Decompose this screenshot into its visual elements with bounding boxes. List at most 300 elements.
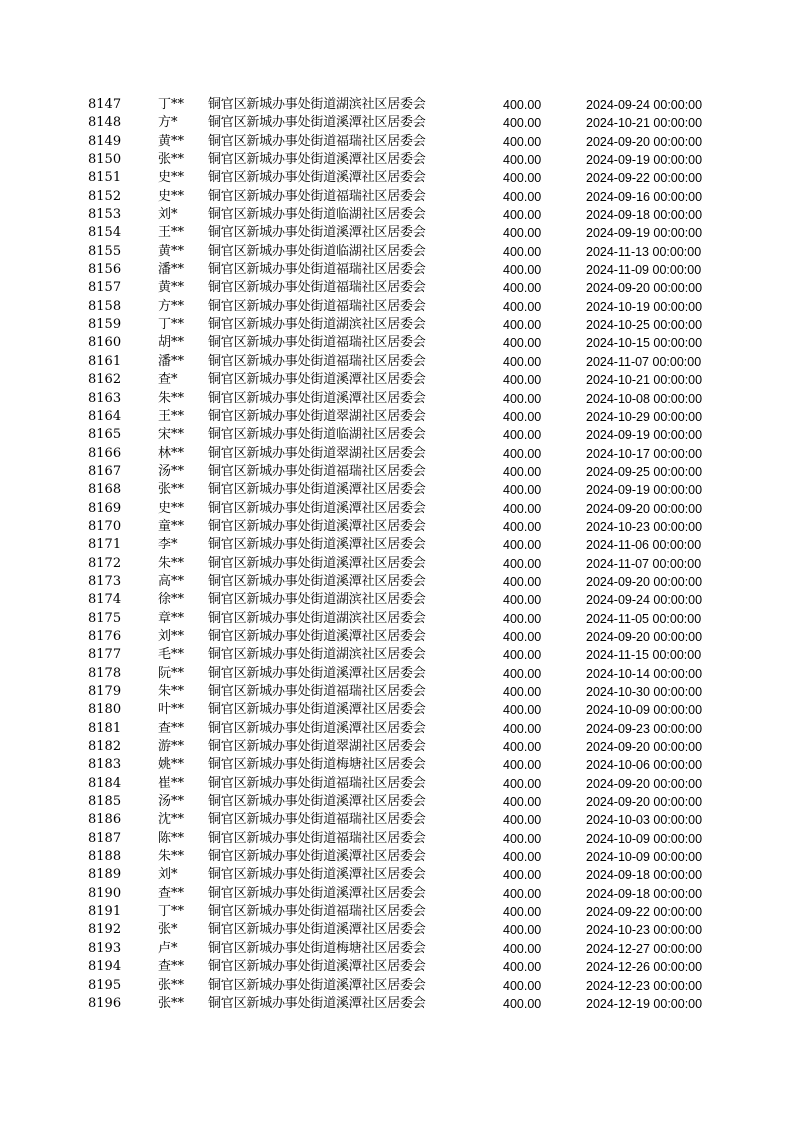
record-amount: 400.00 [503,134,542,149]
record-date: 2024-10-09 00:00:00 [586,831,703,846]
record-organization: 铜官区新城办事处街道溪潭社区居委会 [208,885,426,901]
record-amount: 400.00 [503,868,542,883]
record-amount: 400.00 [503,318,542,333]
record-organization: 铜官区新城办事处街道溪潭社区居委会 [208,922,426,938]
record-name: 潘** [158,262,185,278]
record-date: 2024-11-07 00:00:00 [586,354,702,369]
table-row [0,371,793,389]
record-organization: 铜官区新城办事处街道溪潭社区居委会 [208,518,426,534]
record-date: 2024-10-23 00:00:00 [586,923,703,938]
table-row [0,114,793,132]
record-date: 2024-11-07 00:00:00 [586,556,702,571]
record-name: 黄** [158,133,185,149]
record-id: 8154 [88,225,122,241]
record-name: 毛** [158,647,185,663]
record-id: 8173 [88,573,122,589]
record-name: 徐** [158,592,185,608]
record-amount: 400.00 [503,244,542,259]
record-name: 姚** [158,757,185,773]
record-organization: 铜官区新城办事处街道福瑞社区居委会 [208,298,426,314]
record-amount: 400.00 [503,776,542,791]
record-organization: 铜官区新城办事处街道临湖社区居委会 [208,427,426,443]
record-name: 叶** [158,702,185,718]
record-date: 2024-12-27 00:00:00 [586,941,703,956]
record-id: 8195 [88,977,122,993]
record-date: 2024-12-23 00:00:00 [586,978,703,993]
record-name: 王** [158,225,185,241]
record-amount: 400.00 [503,813,542,828]
record-id: 8183 [88,757,122,773]
record-organization: 铜官区新城办事处街道溪潭社区居委会 [208,537,426,553]
record-id: 8190 [88,885,122,901]
record-amount: 400.00 [503,189,542,204]
record-organization: 铜官区新城办事处街道福瑞社区居委会 [208,904,426,920]
record-id: 8182 [88,739,122,755]
record-id: 8166 [88,445,122,461]
record-organization: 铜官区新城办事处街道溪潭社区居委会 [208,794,426,810]
record-date: 2024-09-20 00:00:00 [586,776,703,791]
record-name: 丁** [158,97,185,112]
table-row [0,224,793,242]
table-row [0,481,793,499]
record-date: 2024-09-19 00:00:00 [586,483,703,498]
table-row [0,921,793,939]
table-row [0,958,793,976]
record-id: 8194 [88,959,122,975]
table-row [0,279,793,297]
record-organization: 铜官区新城办事处街道溪潭社区居委会 [208,170,426,186]
table-row [0,683,793,701]
record-name: 汤** [158,794,185,810]
record-organization: 铜官区新城办事处街道湖滨社区居委会 [208,647,426,663]
record-name: 刘* [158,207,178,223]
record-amount: 400.00 [503,850,542,865]
record-date: 2024-11-05 00:00:00 [586,611,702,626]
record-date: 2024-10-03 00:00:00 [586,813,703,828]
record-id: 8177 [88,647,122,663]
record-name: 查** [158,959,185,975]
record-id: 8157 [88,280,122,296]
record-amount: 400.00 [503,263,542,278]
record-name: 阮** [158,665,185,681]
record-id: 8191 [88,904,122,920]
record-id: 8152 [88,188,122,204]
record-name: 朱** [158,555,185,571]
record-amount: 400.00 [503,538,542,553]
record-amount: 400.00 [503,391,542,406]
record-id: 8162 [88,372,122,388]
table-row [0,720,793,738]
record-organization: 铜官区新城办事处街道福瑞社区居委会 [208,812,426,828]
record-organization: 铜官区新城办事处街道梅塘社区居委会 [208,757,426,773]
record-amount: 400.00 [503,721,542,736]
record-date: 2024-09-22 00:00:00 [586,905,703,920]
table-row [0,573,793,591]
record-id: 8172 [88,555,122,571]
record-id: 8164 [88,408,122,424]
record-name: 查** [158,885,185,901]
record-organization: 铜官区新城办事处街道湖滨社区居委会 [208,97,426,112]
record-id: 8158 [88,298,122,314]
record-organization: 铜官区新城办事处街道溪潭社区居委会 [208,555,426,571]
record-id: 8169 [88,500,122,516]
record-name: 史** [158,170,185,186]
record-organization: 铜官区新城办事处街道溪潭社区居委会 [208,849,426,865]
record-amount: 400.00 [503,208,542,223]
record-name: 游** [158,739,185,755]
record-amount: 400.00 [503,574,542,589]
record-name: 史** [158,500,185,516]
record-id: 8193 [88,940,122,956]
record-date: 2024-09-24 00:00:00 [586,98,703,112]
table-row [0,390,793,408]
record-date: 2024-10-14 00:00:00 [586,666,703,681]
record-amount: 400.00 [503,740,542,755]
table-row [0,866,793,884]
table-row [0,848,793,866]
table-row [0,738,793,756]
table-row [0,610,793,628]
record-organization: 铜官区新城办事处街道福瑞社区居委会 [208,830,426,846]
record-date: 2024-10-19 00:00:00 [586,299,703,314]
table-row [0,316,793,334]
record-date: 2024-10-30 00:00:00 [586,685,703,699]
table-row [0,665,793,683]
table-row [0,188,793,206]
record-name: 宋** [158,427,185,443]
record-id: 8196 [88,995,122,1011]
record-amount: 400.00 [503,116,542,131]
table-row [0,463,793,481]
record-amount: 400.00 [503,666,542,681]
record-organization: 铜官区新城办事处街道福瑞社区居委会 [208,335,426,351]
record-amount: 400.00 [503,336,542,351]
record-id: 8156 [88,262,122,278]
table-row [0,445,793,463]
record-id: 8149 [88,133,122,149]
record-date: 2024-09-18 00:00:00 [586,886,703,901]
table-row [0,977,793,995]
record-id: 8148 [88,115,122,131]
table-row [0,995,793,1013]
record-id: 8192 [88,922,122,938]
record-id: 8167 [88,463,122,479]
record-date: 2024-10-21 00:00:00 [586,373,703,388]
record-id: 8170 [88,518,122,534]
record-name: 崔** [158,775,185,791]
record-date: 2024-11-13 00:00:00 [586,244,702,259]
record-id: 8175 [88,610,122,626]
record-name: 方* [158,115,178,131]
record-name: 刘** [158,628,185,644]
record-name: 卢* [158,940,178,956]
record-amount: 400.00 [503,629,542,644]
record-amount: 400.00 [503,409,542,424]
record-id: 8185 [88,794,122,810]
record-name: 胡** [158,335,185,351]
table-row [0,811,793,829]
table-row [0,885,793,903]
record-date: 2024-10-09 00:00:00 [586,850,703,865]
record-date: 2024-11-15 00:00:00 [586,648,702,663]
record-organization: 铜官区新城办事处街道溪潭社区居委会 [208,720,426,736]
table-row [0,206,793,224]
record-organization: 铜官区新城办事处街道福瑞社区居委会 [208,684,426,699]
record-id: 8176 [88,628,122,644]
record-organization: 铜官区新城办事处街道福瑞社区居委会 [208,775,426,791]
record-id: 8178 [88,665,122,681]
record-id: 8188 [88,849,122,865]
record-amount: 400.00 [503,556,542,571]
record-name: 朱** [158,849,185,865]
record-id: 8179 [88,684,122,699]
record-name: 刘* [158,867,178,883]
record-id: 8147 [88,97,122,112]
record-amount: 400.00 [503,905,542,920]
record-organization: 铜官区新城办事处街道福瑞社区居委会 [208,280,426,296]
record-amount: 400.00 [503,354,542,369]
record-name: 沈** [158,812,185,828]
table-row [0,261,793,279]
record-date: 2024-09-20 00:00:00 [586,134,703,149]
record-organization: 铜官区新城办事处街道福瑞社区居委会 [208,353,426,369]
record-amount: 400.00 [503,648,542,663]
record-date: 2024-09-18 00:00:00 [586,868,703,883]
table-row [0,775,793,793]
record-name: 朱** [158,390,185,406]
table-row [0,518,793,536]
table-row [0,96,793,114]
records-table [0,96,793,1013]
record-id: 8187 [88,830,122,846]
record-organization: 铜官区新城办事处街道溪潭社区居委会 [208,152,426,168]
record-date: 2024-09-20 00:00:00 [586,795,703,810]
table-row [0,243,793,261]
record-id: 8165 [88,427,122,443]
record-id: 8180 [88,702,122,718]
record-date: 2024-10-25 00:00:00 [586,318,703,333]
record-organization: 铜官区新城办事处街道福瑞社区居委会 [208,262,426,278]
record-id: 8163 [88,390,122,406]
table-row [0,169,793,187]
table-row [0,353,793,371]
record-amount: 400.00 [503,281,542,296]
record-id: 8181 [88,720,122,736]
record-name: 潘** [158,353,185,369]
record-date: 2024-09-23 00:00:00 [586,721,703,736]
record-date: 2024-09-20 00:00:00 [586,629,703,644]
record-date: 2024-09-19 00:00:00 [586,153,703,168]
record-id: 8155 [88,243,122,259]
record-date: 2024-09-20 00:00:00 [586,740,703,755]
record-organization: 铜官区新城办事处街道翠湖社区居委会 [208,739,426,755]
record-organization: 铜官区新城办事处街道溪潭社区居委会 [208,573,426,589]
record-id: 8159 [88,317,122,333]
record-amount: 400.00 [503,428,542,443]
record-name: 张** [158,152,185,168]
record-date: 2024-12-26 00:00:00 [586,960,703,975]
record-date: 2024-10-15 00:00:00 [586,336,703,351]
table-row [0,591,793,609]
record-name: 丁** [158,317,185,333]
record-name: 张** [158,977,185,993]
record-amount: 400.00 [503,795,542,810]
record-amount: 400.00 [503,373,542,388]
record-date: 2024-10-23 00:00:00 [586,519,703,534]
record-organization: 铜官区新城办事处街道溪潭社区居委会 [208,665,426,681]
record-amount: 400.00 [503,593,542,608]
record-date: 2024-09-20 00:00:00 [586,501,703,516]
record-name: 张** [158,995,185,1011]
record-organization: 铜官区新城办事处街道溪潭社区居委会 [208,995,426,1011]
record-organization: 铜官区新城办事处街道福瑞社区居委会 [208,133,426,149]
table-row [0,940,793,958]
table-row [0,646,793,664]
table-row [0,500,793,518]
record-organization: 铜官区新城办事处街道溪潭社区居委会 [208,628,426,644]
record-organization: 铜官区新城办事处街道湖滨社区居委会 [208,592,426,608]
record-organization: 铜官区新城办事处街道溪潭社区居委会 [208,115,426,131]
record-id: 8189 [88,867,122,883]
record-date: 2024-09-20 00:00:00 [586,574,703,589]
record-id: 8186 [88,812,122,828]
record-date: 2024-10-21 00:00:00 [586,116,703,131]
record-id: 8174 [88,592,122,608]
record-amount: 400.00 [503,703,542,718]
record-amount: 400.00 [503,299,542,314]
record-amount: 400.00 [503,483,542,498]
record-organization: 铜官区新城办事处街道溪潭社区居委会 [208,372,426,388]
table-row [0,298,793,316]
record-organization: 铜官区新城办事处街道福瑞社区居委会 [208,463,426,479]
record-amount: 400.00 [503,685,542,699]
record-name: 张** [158,482,185,498]
record-date: 2024-12-19 00:00:00 [586,996,703,1011]
record-amount: 400.00 [503,98,542,112]
record-organization: 铜官区新城办事处街道翠湖社区居委会 [208,445,426,461]
record-amount: 400.00 [503,611,542,626]
table-row [0,334,793,352]
table-row [0,555,793,573]
record-date: 2024-10-29 00:00:00 [586,409,703,424]
table-row [0,426,793,444]
record-amount: 400.00 [503,923,542,938]
record-organization: 铜官区新城办事处街道临湖社区居委会 [208,243,426,259]
record-organization: 铜官区新城办事处街道溪潭社区居委会 [208,959,426,975]
record-name: 童** [158,518,185,534]
record-name: 黄** [158,280,185,296]
record-id: 8160 [88,335,122,351]
record-name: 丁** [158,904,185,920]
table-row [0,408,793,426]
record-date: 2024-10-17 00:00:00 [586,446,703,461]
record-amount: 400.00 [503,501,542,516]
record-organization: 铜官区新城办事处街道临湖社区居委会 [208,207,426,223]
record-name: 张* [158,922,178,938]
record-organization: 铜官区新城办事处街道梅塘社区居委会 [208,940,426,956]
record-date: 2024-09-24 00:00:00 [586,593,703,608]
record-date: 2024-09-25 00:00:00 [586,464,703,479]
table-row [0,903,793,921]
record-amount: 400.00 [503,226,542,241]
record-id: 8151 [88,170,122,186]
record-amount: 400.00 [503,831,542,846]
record-id: 8168 [88,482,122,498]
record-date: 2024-11-06 00:00:00 [586,538,702,553]
table-row [0,536,793,554]
record-organization: 铜官区新城办事处街道溪潭社区居委会 [208,500,426,516]
record-date: 2024-09-16 00:00:00 [586,189,703,204]
record-name: 林** [158,445,185,461]
record-organization: 铜官区新城办事处街道溪潭社区居委会 [208,225,426,241]
record-date: 2024-09-19 00:00:00 [586,428,703,443]
record-name: 王** [158,408,185,424]
record-amount: 400.00 [503,941,542,956]
record-organization: 铜官区新城办事处街道溪潭社区居委会 [208,867,426,883]
record-id: 8184 [88,775,122,791]
record-organization: 铜官区新城办事处街道湖滨社区居委会 [208,610,426,626]
record-date: 2024-11-09 00:00:00 [586,263,702,278]
record-amount: 400.00 [503,886,542,901]
record-name: 汤** [158,463,185,479]
record-id: 8153 [88,207,122,223]
record-name: 章** [158,610,185,626]
record-date: 2024-09-22 00:00:00 [586,171,703,186]
record-date: 2024-10-08 00:00:00 [586,391,703,406]
record-id: 8150 [88,152,122,168]
record-name: 查** [158,720,185,736]
record-name: 方** [158,298,185,314]
record-amount: 400.00 [503,519,542,534]
record-name: 史** [158,188,185,204]
table-row [0,756,793,774]
table-row [0,830,793,848]
record-amount: 400.00 [503,464,542,479]
record-amount: 400.00 [503,153,542,168]
record-amount: 400.00 [503,960,542,975]
record-id: 8161 [88,353,122,369]
record-date: 2024-09-19 00:00:00 [586,226,703,241]
record-name: 查* [158,372,178,388]
record-organization: 铜官区新城办事处街道福瑞社区居委会 [208,188,426,204]
record-date: 2024-10-09 00:00:00 [586,703,703,718]
record-name: 黄** [158,243,185,259]
record-date: 2024-09-20 00:00:00 [586,281,703,296]
record-name: 李* [158,537,178,553]
record-organization: 铜官区新城办事处街道溪潭社区居委会 [208,977,426,993]
record-organization: 铜官区新城办事处街道溪潭社区居委会 [208,702,426,718]
record-amount: 400.00 [503,446,542,461]
table-row [0,151,793,169]
record-amount: 400.00 [503,978,542,993]
table-row [0,701,793,719]
record-id: 8171 [88,537,122,553]
record-organization: 铜官区新城办事处街道翠湖社区居委会 [208,408,426,424]
record-name: 朱** [158,684,185,699]
record-amount: 400.00 [503,758,542,773]
record-date: 2024-10-06 00:00:00 [586,758,703,773]
table-row [0,628,793,646]
record-organization: 铜官区新城办事处街道溪潭社区居委会 [208,482,426,498]
record-amount: 400.00 [503,996,542,1011]
record-organization: 铜官区新城办事处街道溪潭社区居委会 [208,390,426,406]
record-amount: 400.00 [503,171,542,186]
record-date: 2024-09-18 00:00:00 [586,208,703,223]
record-name: 陈** [158,830,185,846]
table-row [0,133,793,151]
table-row [0,793,793,811]
record-organization: 铜官区新城办事处街道湖滨社区居委会 [208,317,426,333]
